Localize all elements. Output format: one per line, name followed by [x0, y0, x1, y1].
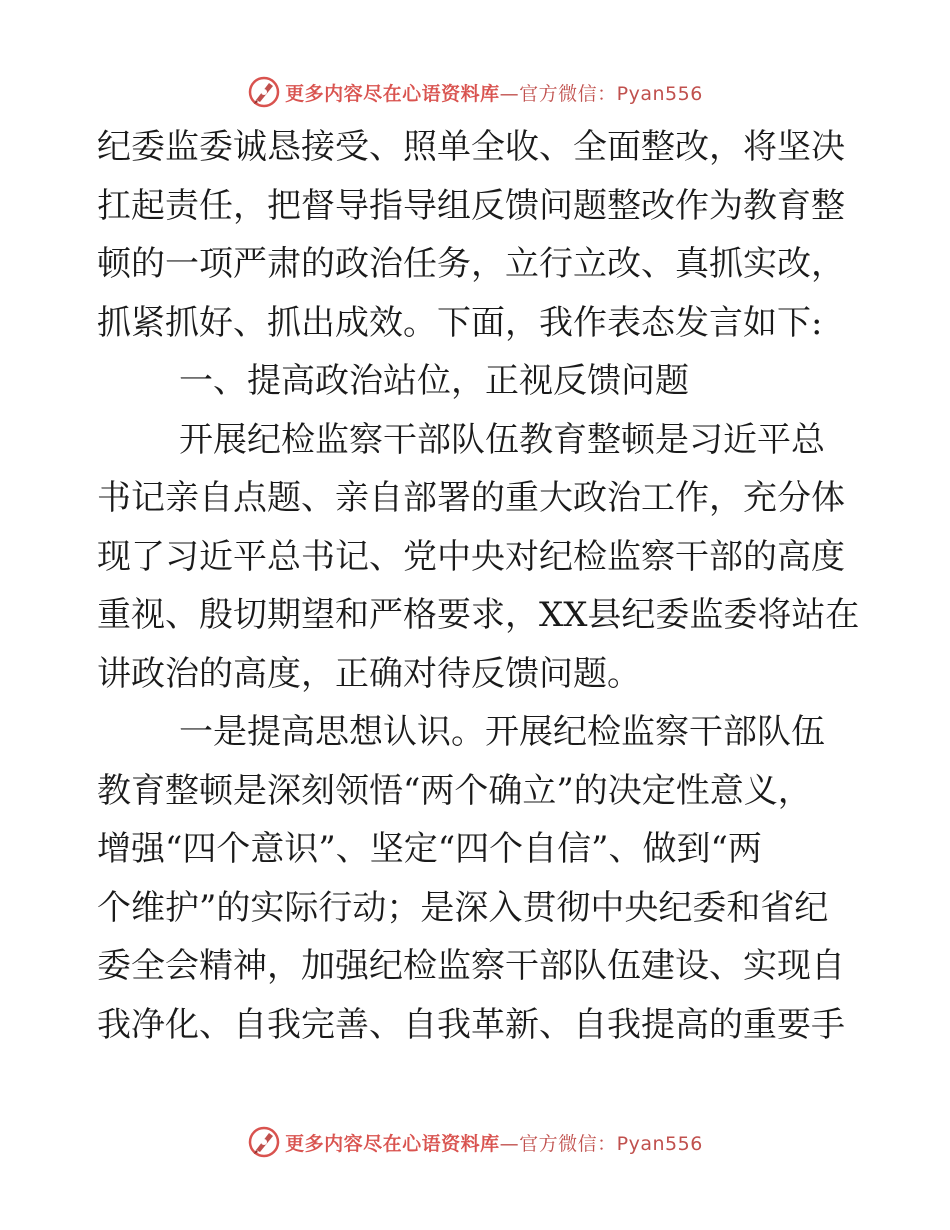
- text-line: 增强“四个意识”、坚定“四个自信”、做到“两: [97, 829, 762, 869]
- text-line: 纪委监委诚恳接受、照单全收、全面整改，将坚决: [97, 127, 845, 167]
- watermark-text: [285, 1129, 703, 1156]
- feather-pen-logo-icon: [247, 1125, 281, 1159]
- watermark-wechat: 官方微信：Pyan556: [519, 82, 703, 105]
- text-line: 抓紧抓好、抓出成效。下面，我作表态发言如下:: [97, 302, 823, 343]
- watermark-brand: 更多内容尽在心语资料库: [285, 82, 500, 105]
- document-body: [97, 124, 860, 1060]
- text-line: 委全会精神，加强纪检监察干部队伍建设、实现自: [97, 946, 845, 986]
- watermark-wechat: 官方微信：Pyan556: [519, 1132, 703, 1155]
- text-line: 讲政治的高度，正确对待反馈问题。: [97, 653, 641, 694]
- text-line: 书记亲自点题、亲自部署的重大政治工作，充分体: [97, 478, 845, 518]
- text-line: 个维护”的实际行动；是深入贯彻中央纪委和省纪: [97, 887, 829, 928]
- text-line: 教育整顿是深刻领悟“两个确立”的决定性意义，: [97, 770, 812, 811]
- paragraph-first-line: 一是提高思想认识。开展纪检监察干部队伍: [179, 712, 825, 752]
- watermark-dash: —: [499, 1132, 520, 1155]
- watermark-banner-top: [0, 72, 950, 112]
- text-line: 重视、殷切期望和严格要求，XX县纪委监委将站在: [97, 595, 860, 635]
- text-line: 顿的一项严肃的政治任务，立行立改、真抓实改，: [97, 244, 845, 284]
- paragraph-first-line: 开展纪检监察干部队伍教育整顿是习近平总: [179, 419, 825, 460]
- watermark-banner-bottom: [0, 1122, 950, 1162]
- text-line: 我净化、自我完善、自我革新、自我提高的重要手: [97, 1004, 845, 1045]
- text-line: 现了习近平总书记、党中央对纪检监察干部的高度: [97, 536, 845, 577]
- feather-pen-logo-icon: [247, 75, 281, 109]
- watermark-dash: —: [499, 82, 520, 105]
- section-heading: 一、提高政治站位，正视反馈问题: [179, 361, 689, 401]
- watermark-text: [285, 79, 703, 106]
- text-line: 扛起责任，把督导指导组反馈问题整改作为教育整: [97, 185, 845, 226]
- watermark-brand: 更多内容尽在心语资料库: [285, 1132, 500, 1155]
